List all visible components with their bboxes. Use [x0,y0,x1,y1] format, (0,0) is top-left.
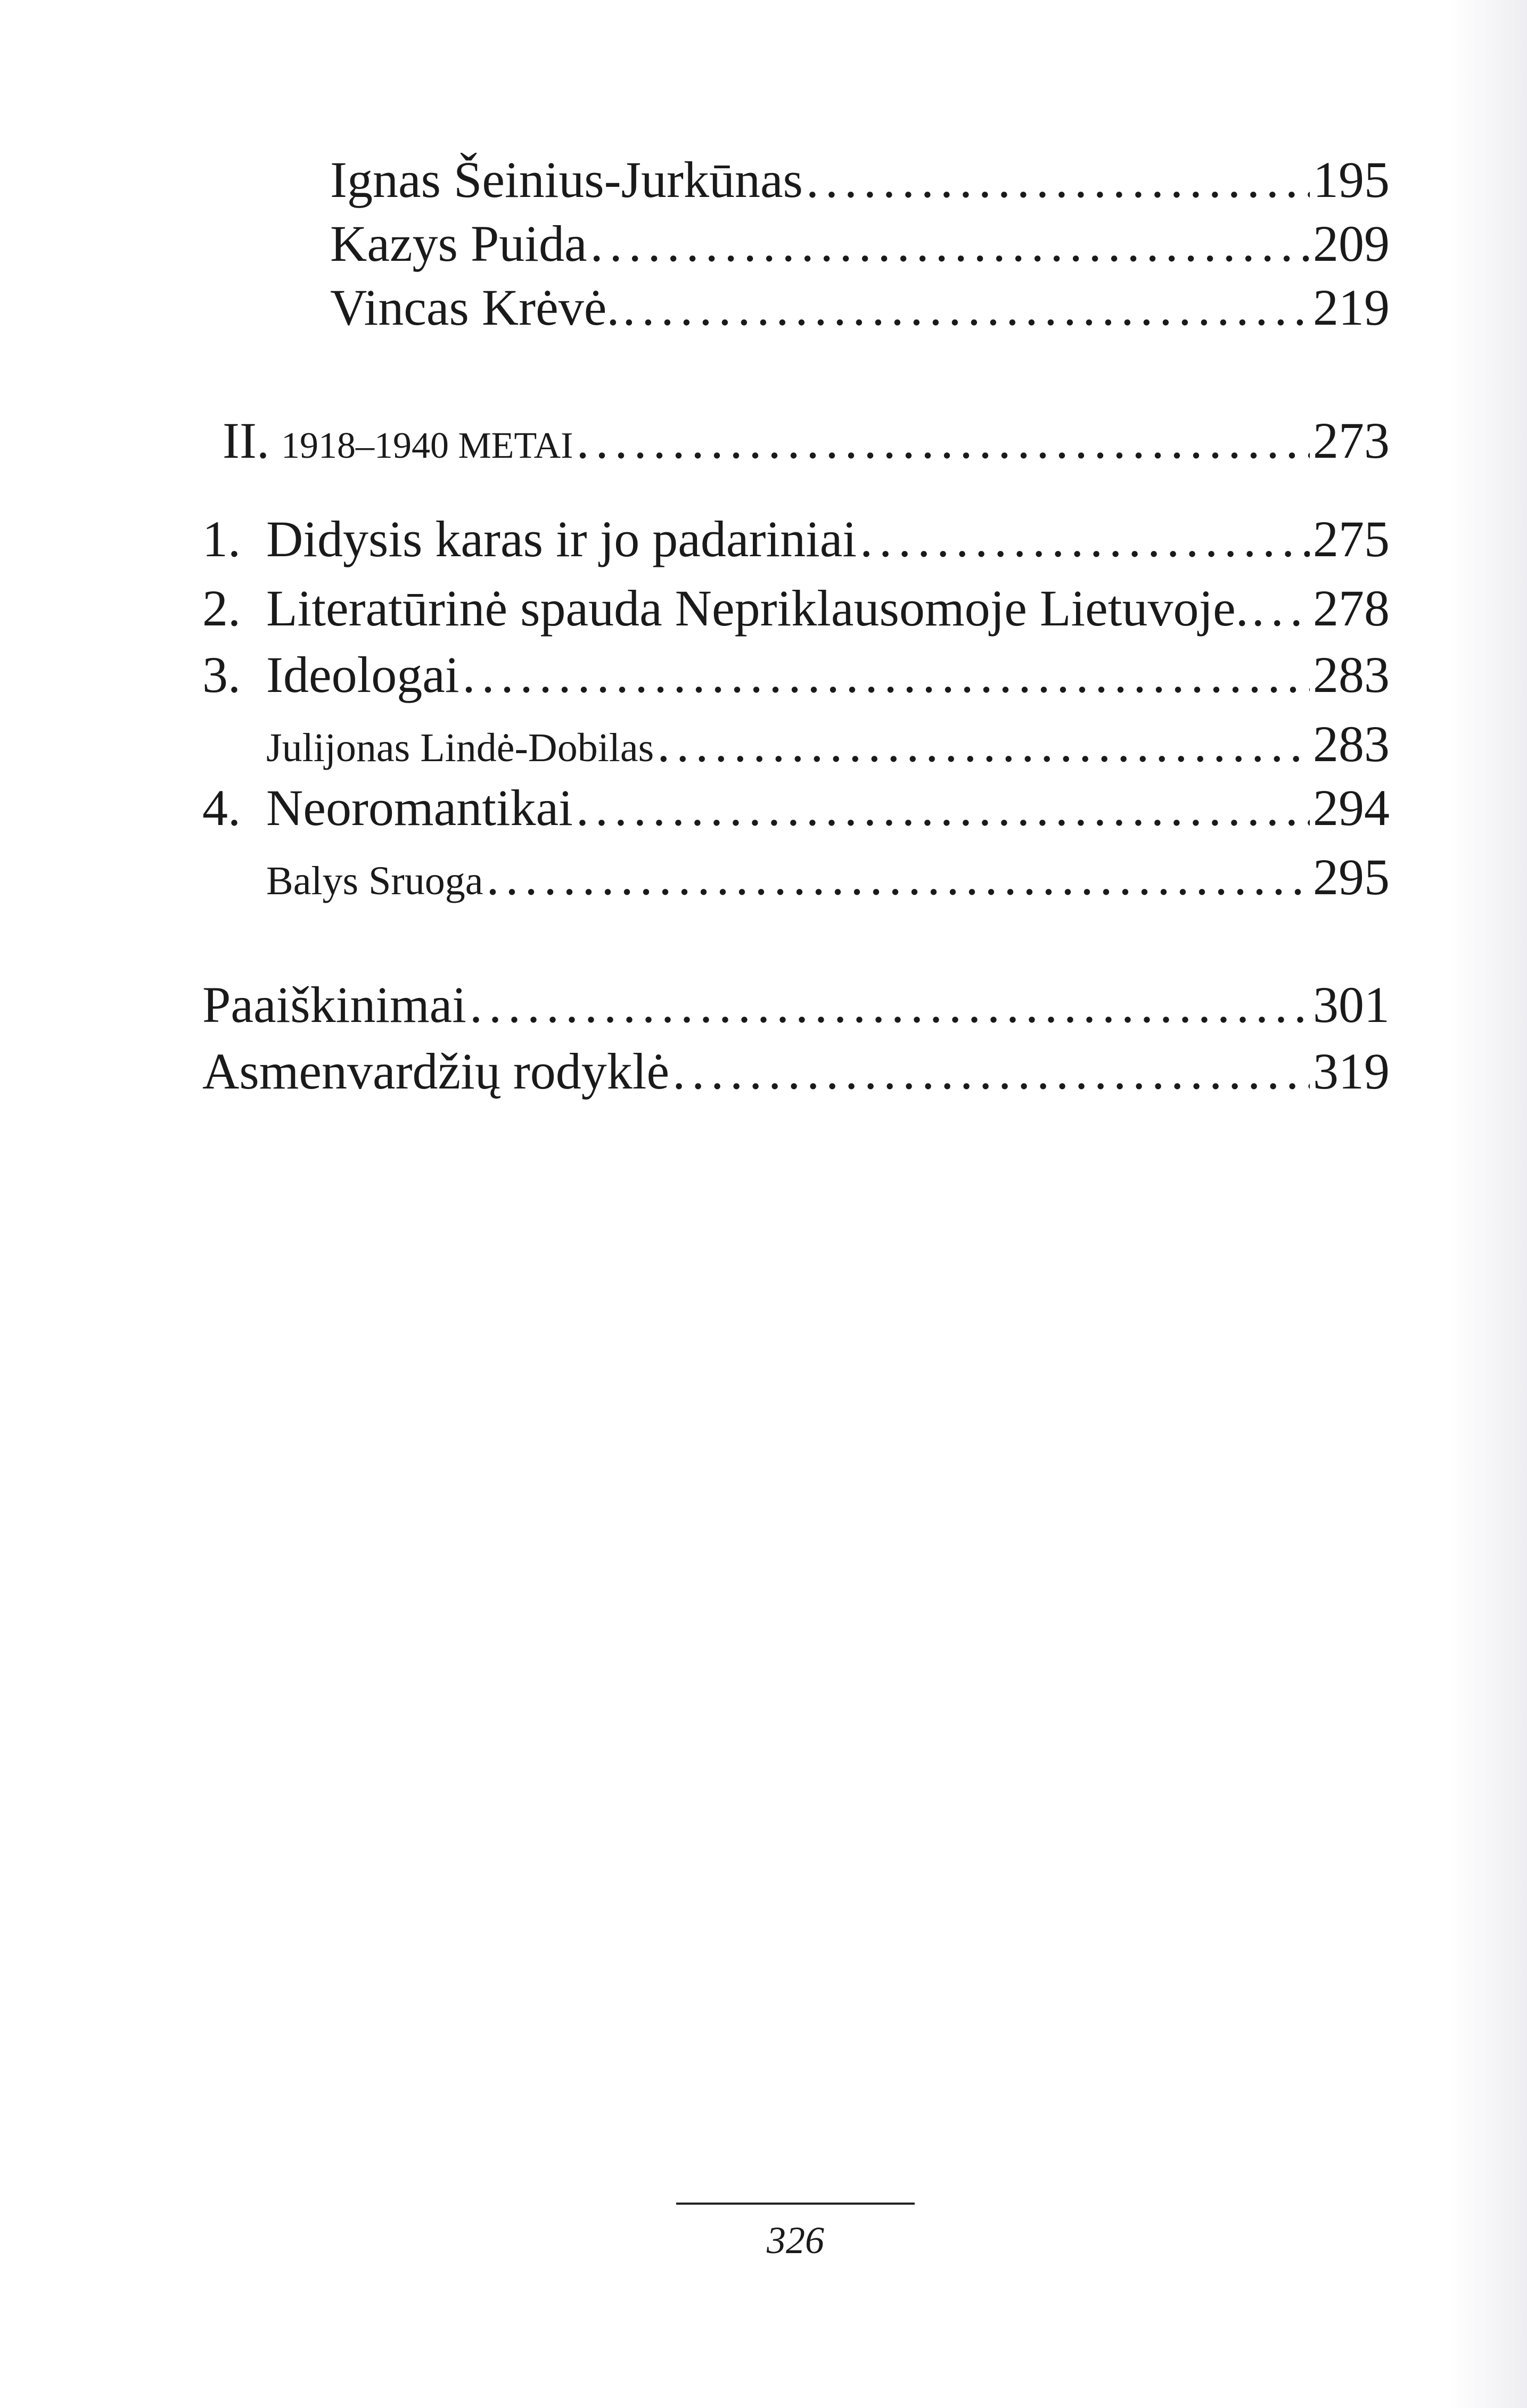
toc-entry-puida[interactable] [330,215,1390,272]
toc-entry-page: 319 [1313,1043,1390,1100]
toc-part-ii[interactable] [223,412,1390,469]
chapter-number: 3. [202,646,241,703]
toc-entry-kreve[interactable] [330,279,1390,336]
toc-entry-page: 283 [1313,646,1390,703]
toc-chapter-4[interactable] [202,779,1390,836]
toc-chapter-2[interactable] [202,580,1390,637]
toc-entry-title: Julijonas Lindė-Dobilas [266,725,654,770]
toc-entry-title: Asmenvardžių rodyklė [202,1043,670,1100]
toc-entry-page: 195 [1313,151,1390,208]
part-number: II. [223,412,269,469]
chapter-number: 1. [202,510,241,567]
toc-entry-page: 273 [1313,412,1390,469]
toc-chapter-1[interactable] [202,510,1390,567]
dot-leader [622,282,1310,333]
toc-entry-title: Literatūrinė spauda Nepriklausomoje Lietuvoje. [266,580,1249,637]
dot-leader [486,852,1310,903]
dot-leader [576,782,1310,834]
toc-subentry-dobilas[interactable] [266,715,1390,772]
toc-entry-rodykle[interactable] [202,1043,1390,1100]
toc-entry-title: Ignas Šeinius-Jurkūnas [330,151,803,208]
dot-leader [657,719,1310,770]
toc-entry-title: Vincas Krėvė. [330,279,620,336]
chapter-number: 4. [202,779,241,836]
toc-entry-title: Ideologai [266,646,459,703]
dot-leader [470,979,1310,1030]
toc-entry-page: 301 [1313,976,1390,1033]
toc-entry-paaiskinimai[interactable] [202,976,1390,1033]
toc-entry-page: 278 [1313,580,1390,637]
toc-entry-page: 294 [1313,779,1390,836]
dot-leader [576,415,1310,466]
toc-chapter-3[interactable] [202,646,1390,703]
toc-entry-seinius[interactable] [330,151,1390,208]
chapter-number: 2. [202,580,241,637]
toc-entry-page: 283 [1313,715,1390,772]
toc-entry-page: 295 [1313,848,1390,905]
dot-leader [590,218,1310,269]
toc-entry-page: 219 [1313,279,1390,336]
part-title: 1918–1940 METAI [281,425,573,466]
dot-leader [806,154,1310,205]
footer-rule [676,2203,915,2205]
toc-entry-title: Neoromantikai [266,779,573,836]
toc-entry-title: Paaiškinimai [202,976,466,1033]
dot-leader [860,514,1310,565]
dot-leader [1252,583,1310,634]
toc-subentry-sruoga[interactable] [266,848,1390,905]
toc-entry-title: Kazys Puida [330,215,587,272]
dot-leader [463,649,1310,700]
dot-leader [672,1046,1310,1097]
toc-entry-title: Balys Sruoga [266,859,483,903]
page-number: 326 [767,2219,824,2262]
toc-entry-page: 209 [1313,215,1390,272]
toc-entry-title: Didysis karas ir jo padariniai [266,510,857,567]
toc-entry-page: 275 [1313,510,1390,567]
